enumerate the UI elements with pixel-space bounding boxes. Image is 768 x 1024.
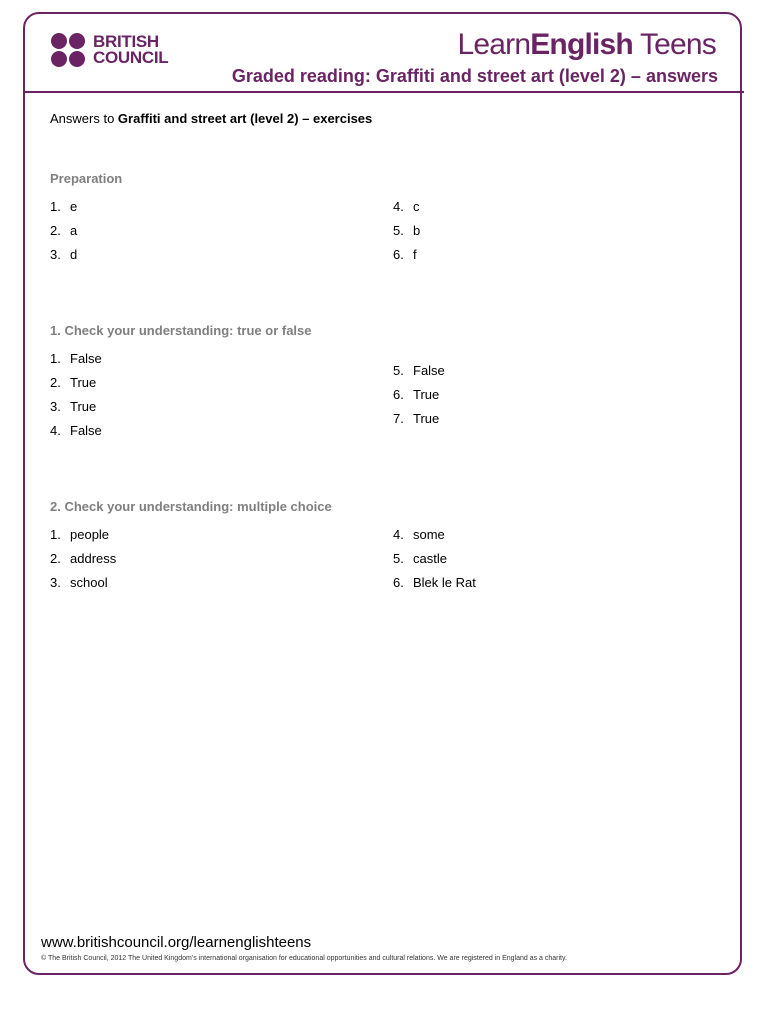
answer-item: 2. True (50, 375, 97, 390)
section-title-preparation: Preparation (50, 171, 123, 186)
footer-copyright: © The British Council, 2012 The United Kingdom’s international organisation for educational opportunities and cultural relations. We are registered in England as a charity. (41, 955, 567, 962)
answer-item: 1. e (50, 199, 78, 214)
answer-item: 1. False (50, 351, 102, 366)
answer-item: 3. d (50, 247, 78, 262)
answer-item: 1. people (50, 527, 110, 542)
true-false-answers-left (50, 347, 102, 443)
page-title: Graded reading: Graffiti and street art (level 2) – answers (231, 66, 718, 86)
section-title-multiple-choice: 2. Check your understanding: multiple choice (50, 499, 332, 514)
answer-item: 6. f (393, 247, 417, 262)
footer-url: www.britishcouncil.org/learnenglishteens (41, 934, 312, 951)
answer-item: 5. False (393, 363, 445, 378)
logo-dots-icon (51, 33, 91, 69)
header-divider (23, 91, 744, 93)
learnenglish-teens-logo: LearnEnglish Teens (457, 28, 716, 61)
preparation-answers-left (50, 195, 77, 267)
multiple-choice-answers-right (393, 523, 476, 595)
preparation-answers-right (393, 195, 420, 267)
answer-item: 4. c (393, 199, 420, 214)
answer-item: 2. address (50, 551, 117, 566)
answer-item: 6. True (393, 387, 440, 402)
multiple-choice-answers-left (50, 523, 116, 595)
answer-item: 2. a (50, 223, 78, 238)
british-council-logo (51, 33, 181, 69)
answer-item: 4. False (50, 423, 102, 438)
answer-item: 4. some (393, 527, 445, 542)
answer-item: 3. True (50, 399, 97, 414)
answer-item: 3. school (50, 575, 108, 590)
answer-item: 5. b (393, 223, 421, 238)
intro-line: Answers to Graffiti and street art (level 2) – exercises (50, 111, 373, 126)
answer-item: 7. True (393, 411, 440, 426)
true-false-answers-right (393, 359, 445, 431)
answer-item: 5. castle (393, 551, 447, 566)
logo-text: BRITISH COUNCIL (93, 32, 169, 67)
section-title-true-or-false: 1. Check your understanding: true or false (50, 323, 312, 338)
answer-item: 6. Blek le Rat (393, 575, 476, 590)
page-border (23, 12, 742, 975)
